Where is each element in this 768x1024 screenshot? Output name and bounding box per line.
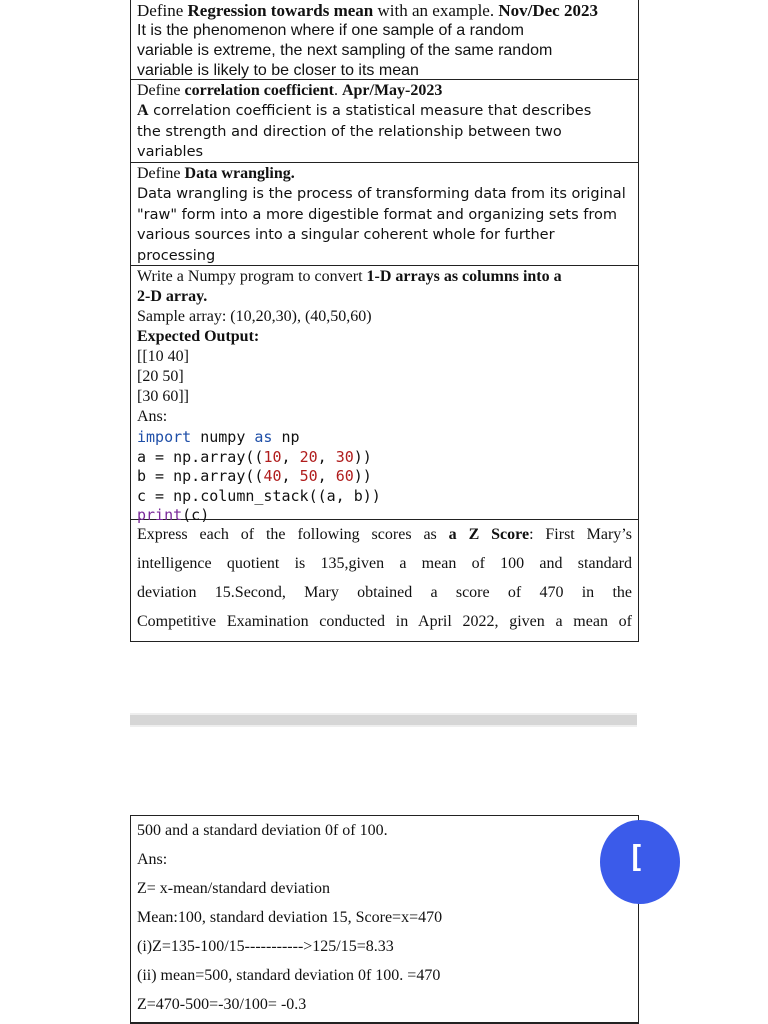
question-text: Express each of the following scores as a Z Score: First Mary’s — [137, 526, 632, 543]
question-text: Define Data wrangling. — [137, 165, 295, 182]
qa-z-score: Express each of the following scores as a Z Score: First Mary’s intelligence quotient is 135,given a mean of 100 and standard deviation 15.Second, Mary obtained a score of 470 in the Competitive Examination conducted in April 2022, given a mean of — [131, 520, 638, 636]
crop-icon[interactable]: [ — [627, 840, 646, 875]
document-page-bottom — [130, 815, 639, 1024]
answer-line: Mean:100, standard deviation 15, Score=x=470 — [137, 909, 443, 926]
answer-text: Data wrangling is the process of transforming data from its original "raw" form into a more digestible format and organizing sets from various sources into a singular coherent whole for further processing — [137, 186, 626, 264]
question-text: Define correlation coefficient. Apr/May-2023 — [137, 82, 443, 99]
qa-regression-towards-mean — [131, 0, 638, 80]
page-divider — [130, 713, 637, 727]
question-text: Write a Numpy program to convert 1-D arrays as columns into a 2-D array. — [137, 268, 562, 305]
document-page-top — [130, 0, 639, 642]
question-text: Define Regression towards mean with an example. Nov/Dec 2023 — [137, 1, 598, 20]
sample-array: Sample array: (10,20,30), (40,50,60) — [137, 308, 372, 325]
expected-output: [[10 40] [20 50] [30 60]] — [137, 348, 189, 405]
answer-text: It is the phenomenon where if one sample of a random variable is extreme, the next sampling of the same random variable is likely to be closer to its mean — [137, 22, 553, 79]
answer-line: (i)Z=135-100/15----------->125/15=8.33 — [137, 938, 394, 955]
answer-line: (ii) mean=500, standard deviation 0f 100. =470 — [137, 967, 441, 984]
code-block: import numpy as np a = np.array((10, 20, 30)) b = np.array((40, 50, 60)) c = np.column_stack((a, b)) print(c) — [137, 428, 381, 524]
qa-numpy-column-stack — [131, 266, 638, 524]
answer-line: Z=470-500=-30/100= -0.3 — [137, 996, 307, 1013]
ans-label: Ans: — [137, 408, 168, 425]
answer-line: Ans: — [137, 851, 168, 868]
qa-data-wrangling — [131, 163, 638, 266]
answer-text: A correlation coefficient is a statistical measure that describes the strength and direction of the relationship between two variables — [137, 102, 592, 160]
answer-line: 500 and a standard deviation 0f of 100. — [137, 822, 388, 839]
expected-output-label: Expected Output: — [137, 328, 260, 345]
answer-line: Z= x-mean/standard deviation — [137, 880, 330, 897]
qa-correlation-coefficient — [131, 80, 638, 163]
